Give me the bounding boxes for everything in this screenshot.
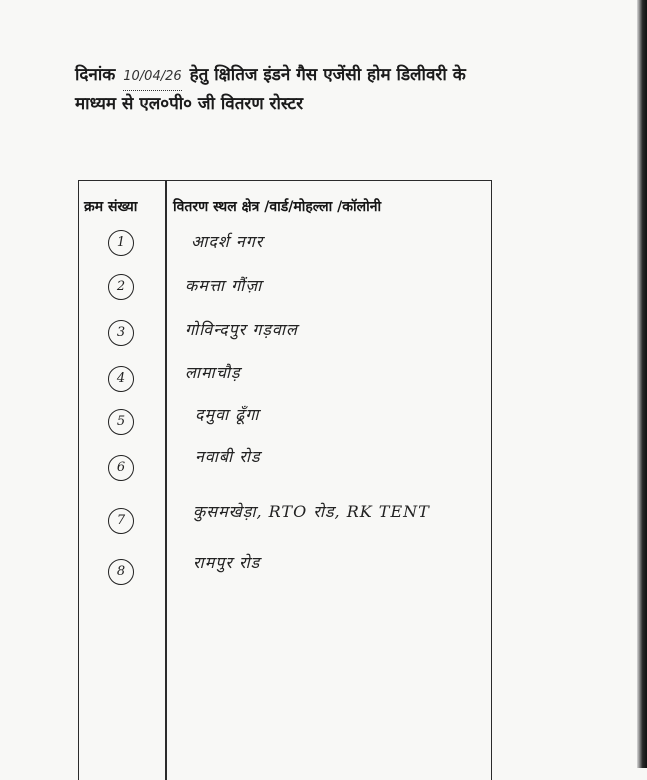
- row-area-2: कमत्ता गौंज़ा: [185, 276, 263, 295]
- heading-prefix: दिनांक: [75, 65, 116, 85]
- heading-line1-rest: हेतु क्षितिज इंडने गैस एजेंसी होम डिलीवरी के: [189, 65, 466, 85]
- row-area-8: रामपुर रोड: [193, 553, 261, 572]
- row-area-6: नवाबी रोड: [195, 447, 261, 466]
- heading-line2: माध्यम से एल०पी० जी वितरण रोस्टर: [75, 94, 304, 114]
- row-number-1: 1: [108, 230, 134, 256]
- roster-table: [78, 180, 492, 780]
- row-area-4: लामाचौड़: [185, 363, 241, 382]
- row-number-2: 2: [108, 274, 134, 300]
- row-number-4: 4: [108, 366, 134, 392]
- serial-column-header: क्रम संख्या: [84, 199, 138, 215]
- row-area-1: आदर्श नगर: [191, 232, 264, 251]
- row-number-7: 7: [108, 508, 134, 534]
- area-column-header: वितरण स्थल क्षेत्र /वार्ड/मोहल्ला /कॉलोनी: [173, 199, 382, 215]
- heading-date: 10/04/26: [123, 64, 181, 91]
- row-area-7: कुसमखेड़ा, RTO रोड, RK TENT: [193, 502, 430, 521]
- row-number-6: 6: [108, 455, 134, 481]
- row-number-3: 3: [108, 320, 134, 346]
- document-heading: [75, 62, 595, 117]
- column-divider: [165, 181, 167, 780]
- row-number-5: 5: [108, 409, 134, 435]
- row-number-8: 8: [108, 559, 134, 585]
- row-area-3: गोविन्दपुर गड़वाल: [185, 320, 298, 339]
- page-edge-shadow: [637, 0, 647, 768]
- row-area-5: दमुवा ढूँगा: [195, 405, 260, 424]
